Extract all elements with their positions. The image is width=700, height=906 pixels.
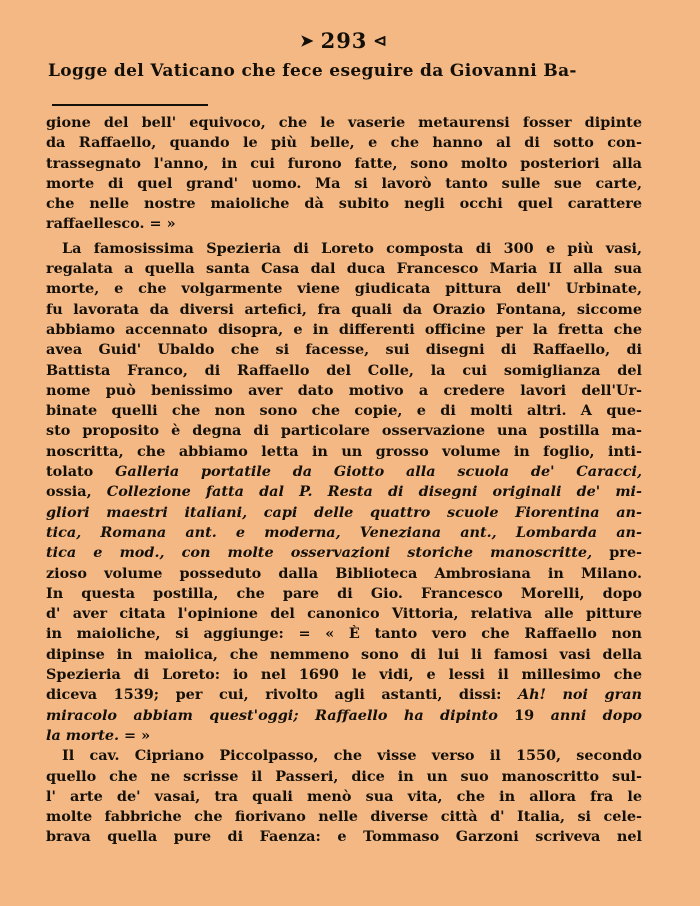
body-text (46, 113, 642, 848)
text-line (46, 543, 642, 563)
text-run: tolato (46, 463, 116, 481)
text-line: raffaellesco. = » (46, 215, 176, 233)
text-line: avea Guid' Ubaldo che si facesse, sui disegni di Raffaello, di (46, 341, 642, 359)
text-line: zioso volume posseduto dalla Biblioteca Ambrosiana in Milano. (46, 564, 642, 582)
text-line: quello che ne scrisse il Passeri, dice in un suo manoscritto sul- (46, 767, 642, 785)
text-run: pre- (592, 544, 642, 562)
page-number-value: 293 (320, 28, 368, 53)
text-line: trassegnato l'anno, in cui furono fatte, sono molto posteriori alla (46, 154, 642, 172)
text-line: da Raffaello, quando le più belle, e che hanno al di sotto con- (46, 134, 642, 152)
text-line: La famosissima Spezieria di Loreto composta di 300 e più vasi, (62, 239, 642, 257)
text-line: Battista Franco, di Raffaello del Colle, la cui somiglianza del (46, 361, 642, 379)
italic-quote: la morte. (46, 726, 120, 744)
text-line: morte, e che volgarmente viene giudicata pittura dell' Urbinate, (46, 280, 642, 298)
text-line: regalata a quella santa Casa dal duca Francesco Maria II alla sua (46, 260, 642, 278)
text-line: brava quella pure di Faenza: e Tommaso Garzoni scriveva nel (46, 828, 642, 846)
text-line (46, 726, 642, 746)
text-line: morte di quel grand' uomo. Ma si lavorò tanto sulle sue carte, (46, 174, 642, 192)
text-line (46, 462, 642, 482)
text-line: nome può benissimo aver dato motivo a credere lavori dell'Ur- (46, 381, 642, 399)
paragraph-loreto (46, 239, 642, 746)
text-line (46, 482, 642, 502)
text-line: Spezieria di Loreto: io nel 1690 le vidi, e lessi il millesimo che (46, 666, 642, 684)
text-run: ossia, (46, 483, 107, 501)
right-ornament: ⊲ (373, 31, 388, 50)
text-line: sto proposito è degna di particolare osservazione una postilla ma- (46, 422, 642, 440)
text-line (46, 706, 642, 726)
paragraph-piccolpasso (46, 746, 642, 847)
italic-title: gliori maestri italiani, capi delle quattro scuole Fiorentina an- (46, 503, 642, 521)
text-line: abbiamo accennato disopra, e in differenti officine per la fretta che (46, 320, 642, 338)
text-line: d' aver citata l'opinione del canonico Vittoria, relativa alle pitture (46, 605, 642, 623)
page-number (46, 28, 642, 58)
text-line (46, 523, 642, 543)
italic-title: Collezione fatta dal P. Resta di disegni originali de' mi- (106, 483, 642, 501)
text-line: Il cav. Cipriano Piccolpasso, che visse verso il 1550, secondo (62, 747, 642, 765)
text-line: che nelle nostre maioliche dà subito negli occhi quel carattere (46, 195, 642, 213)
text-line (46, 685, 642, 705)
text-line: molte fabbriche che fiorivano nelle diverse città d' Italia, si cele- (46, 808, 642, 826)
italic-title: Galleria portatile da Giotto alla scuola de' Caracci, (115, 463, 642, 481)
text-line (46, 503, 642, 523)
italic-quote: Ah! noi gran (517, 686, 642, 704)
footnote-heading: Logge del Vaticano che fece eseguire da Giovanni Ba- (48, 61, 577, 81)
text-line: fu lavorata da diversi artefici, fra quali da Orazio Fontana, siccome (46, 300, 642, 318)
text-line: binate quelli che non sono che copie, e di molti altri. A que- (46, 402, 642, 420)
text-line: In questa postilla, che pare di Gio. Francesco Morelli, dopo (46, 584, 642, 602)
text-run: 19 (497, 706, 551, 724)
left-ornament: ➤ (300, 31, 315, 50)
footnote-continuation (46, 113, 642, 235)
text-line: in maioliche, si aggiunge: = « È tanto vero che Raffaello non (46, 625, 642, 643)
italic-title: tica, Romana ant. e moderna, Veneziana ant., Lombarda an- (46, 523, 642, 541)
footnote-rule (52, 104, 208, 106)
text-line: l' arte de' vasai, tra quali menò sua vita, che in allora fra le (46, 787, 642, 805)
italic-quote: miracolo abbiam quest'oggi; Raffaello ha dipinto (46, 706, 498, 724)
text-line: dipinse in maiolica, che nemmeno sono di lui li famosi vasi della (46, 645, 642, 663)
text-line: noscritta, che abbiamo letta in un grosso volume in foglio, inti- (46, 442, 642, 460)
italic-title: tica e mod., con molte osservazioni storiche manoscritte, (46, 544, 593, 562)
text-run: diceva 1539; per cui, rivolto agli astanti, dissi: (46, 686, 518, 704)
text-line: gione del bell' equivoco, che le vaserie metaurensi fosser dipinte (46, 114, 642, 131)
italic-quote: anni dopo (550, 706, 642, 724)
text-run: = » (119, 726, 151, 744)
